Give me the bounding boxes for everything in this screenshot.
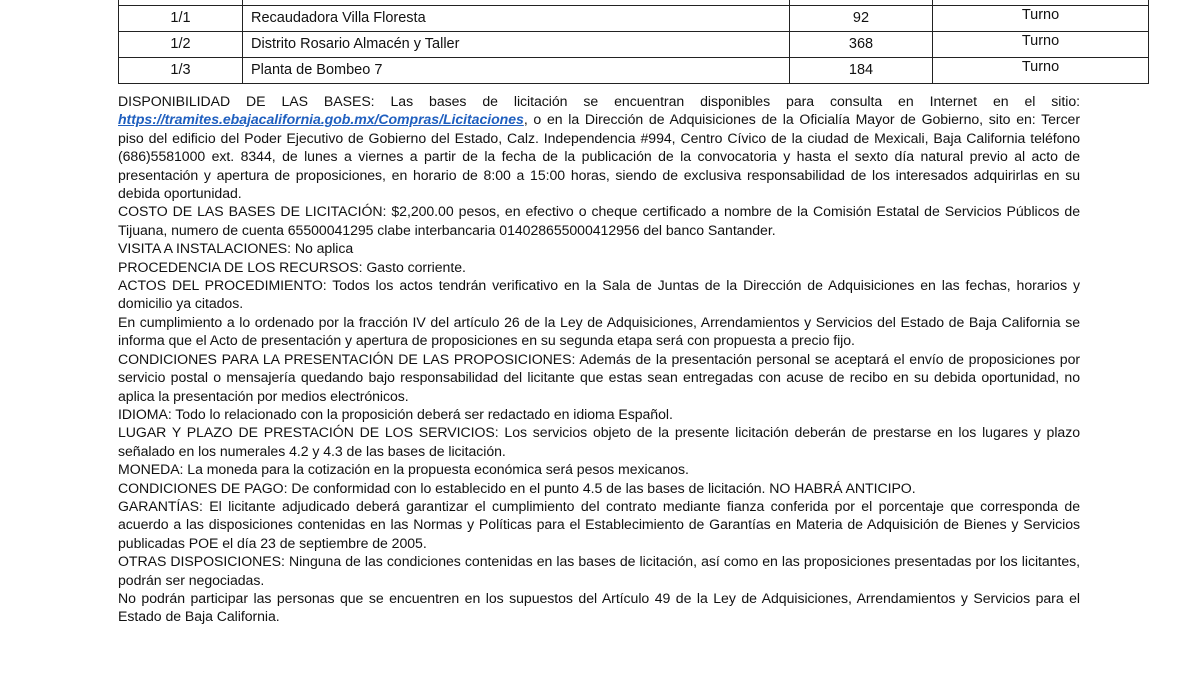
disponibilidad-lead: DISPONIBILIDAD DE LAS BASES: Las bases de licitación se encuentran disponibles para consulta en Internet en el sitio: xyxy=(118,93,1080,109)
cantidad-cell: 368 xyxy=(790,32,933,58)
lugar-paragraph: LUGAR Y PLAZO DE PRESTACIÓN DE LOS SERVICIOS: Los servicios objeto de la presente licitación deberán de prestarse en los lugares y plazo señalado en los numerales 4.2 y 4.3 de las bases de licitación. xyxy=(118,424,1080,459)
partida-cell: 1/3 xyxy=(119,58,243,84)
disponibilidad-rest: , o en la Dirección de Adquisiciones de la Oficialía Mayor de Gobierno, sito en: Tercer piso del edificio del Poder Ejecutivo de Gobierno del Estado, Calz. Independencia #994, Centro Cívico de la ciudad de Mexicali, Baja California teléfono (686)5581000 ext. 8344, de lunes a viernes a partir de la fecha de la publicación de la convocatoria y hasta el sexto día natural previo al acto de presentación y apertura de proposiciones, en horario de 8:00 a 15:00 horas, siendo de exclusiva responsabilidad de los interesados adquirirlas en su debida oportunidad. xyxy=(118,111,1080,202)
condiciones-presentacion-paragraph: CONDICIONES PARA LA PRESENTACIÓN DE LAS PROPOSICIONES: Además de la presentación personal se aceptará el envío de proposiciones por servicio postal o mensajería quedando bajo responsabilidad del licitante que estas sean entregadas con acuse de recibo en su debida oportunidad, no aplica la presentación por medios electrónicos. xyxy=(118,350,1080,404)
garantias-paragraph: GARANTÍAS: El licitante adjudicado deberá garantizar el cumplimiento del contrato mediante fianza conferida por el porcentaje que corresponda de acuerdo a las disposiciones contenidas en las Normas y Políticas para el Establecimiento de Garantías en Materia de Adquisición de Bienes y Servicios publicadas POE el día 23 de septiembre de 2005. xyxy=(118,497,1080,551)
idioma-paragraph: IDIOMA: Todo lo relacionado con la proposición deberá ser redactado en idioma Español. xyxy=(118,405,673,422)
table-row xyxy=(119,6,1149,32)
cantidad-cell: 92 xyxy=(790,6,933,32)
unidad-cell xyxy=(933,58,1149,84)
unidad-text: Turno xyxy=(1021,33,1060,49)
descripcion-cell: Distrito Rosario Almacén y Taller xyxy=(243,32,790,58)
disponibilidad-paragraph xyxy=(118,92,1080,202)
cumplimiento-paragraph: En cumplimiento a lo ordenado por la fracción IV del artículo 26 de la Ley de Adquisiciones, Arrendamientos y Servicios del Estado de Baja California se informa que el Acto de presentación y apertura de proposiciones en su segunda etapa será con propuesta a precio fijo. xyxy=(118,313,1080,349)
cantidad-cell: 184 xyxy=(790,58,933,84)
unidad-cell xyxy=(933,6,1149,32)
table-row xyxy=(119,32,1149,58)
descripcion-cell: Recaudadora Villa Floresta xyxy=(243,6,790,32)
partida-cell: 1/2 xyxy=(119,32,243,58)
actos-paragraph: ACTOS DEL PROCEDIMIENTO: Todos los actos tendrán verificativo en la Sala de Juntas de la Dirección de Adquisiciones en las fechas, horarios y domicilio ya citados. xyxy=(118,277,1080,312)
procedencia-paragraph: PROCEDENCIA DE LOS RECURSOS: Gasto corriente. xyxy=(118,258,466,275)
pago-paragraph: CONDICIONES DE PAGO: De conformidad con lo establecido en el punto 4.5 de las bases de licitación. NO HABRÁ ANTICIPO. xyxy=(118,479,916,496)
unidad-text: Turno xyxy=(1021,7,1060,23)
partida-cell: 1/1 xyxy=(119,6,243,32)
no-podran-paragraph: No podrán participar las personas que se encuentren en los supuestos del Artículo 49 de la Ley de Adquisiciones, Arrendamientos y Servicios para el Estado de Baja California. xyxy=(118,589,1080,625)
document-body xyxy=(118,92,1080,626)
table-row xyxy=(119,58,1149,84)
items-table xyxy=(118,0,1149,84)
document-page xyxy=(118,0,1080,626)
otras-paragraph: OTRAS DISPOSICIONES: Ninguna de las condiciones contenidas en las bases de licitación, así como en las proposiciones presentadas por los licitantes, podrán ser negociadas. xyxy=(118,553,1080,588)
descripcion-cell: Planta de Bombeo 7 xyxy=(243,58,790,84)
licitaciones-link[interactable]: https://tramites.ebajacalifornia.gob.mx/Compras/Licitaciones xyxy=(118,111,524,128)
unidad-cell xyxy=(933,32,1149,58)
costo-paragraph: COSTO DE LAS BASES DE LICITACIÓN: $2,200.00 pesos, en efectivo o cheque certificado a nombre de la Comisión Estatal de Servicios Públicos de Tijuana, numero de cuenta 65500041295 clabe interbancaria 014028655000412956 del banco Santander. xyxy=(118,203,1080,238)
visita-paragraph: VISITA A INSTALACIONES: No aplica xyxy=(118,240,354,257)
moneda-paragraph: MONEDA: La moneda para la cotización en la propuesta económica será pesos mexicanos. xyxy=(118,461,689,478)
unidad-text: Turno xyxy=(1021,59,1060,75)
